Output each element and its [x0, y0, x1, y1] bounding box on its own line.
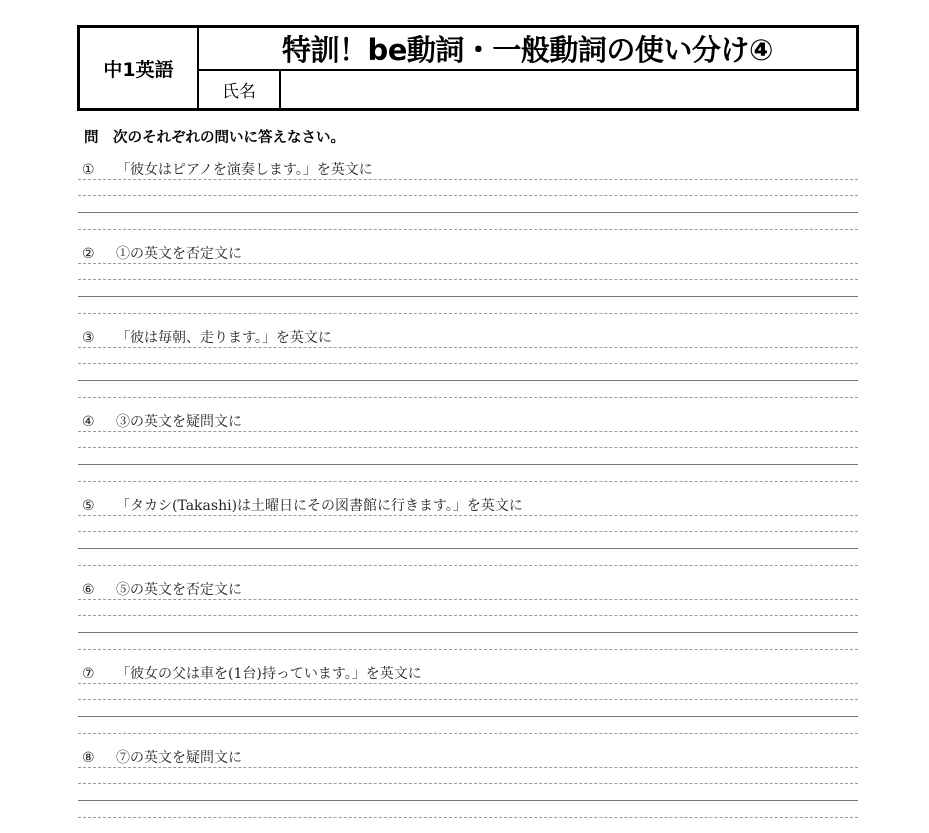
question-prompt: ③の英文を疑問文に	[116, 414, 242, 430]
question-prompt: 「彼女はピアノを演奏します。」を英文に	[116, 162, 373, 178]
question-prompt: ⑤の英文を否定文に	[116, 582, 242, 598]
answer-line-solid[interactable]	[78, 800, 858, 801]
answer-line-dashed[interactable]	[78, 733, 858, 734]
question-number: ⑤	[82, 498, 95, 514]
question-item	[78, 329, 858, 413]
answer-line-dashed[interactable]	[78, 599, 858, 600]
question-item	[78, 161, 858, 245]
question-number: ⑧	[82, 750, 95, 766]
question-text	[82, 581, 242, 599]
answer-line-dashed[interactable]	[78, 431, 858, 432]
question-item	[78, 497, 858, 581]
question-prompt: ①の英文を否定文に	[116, 246, 242, 262]
answer-line-solid[interactable]	[78, 716, 858, 717]
name-label: 氏名	[199, 71, 281, 108]
question-number: ①	[82, 162, 95, 178]
answer-line-dashed[interactable]	[78, 363, 858, 364]
question-item	[78, 665, 858, 749]
question-text	[82, 161, 373, 179]
question-text	[82, 665, 422, 683]
answer-line-dashed[interactable]	[78, 397, 858, 398]
answer-line-dashed[interactable]	[78, 615, 858, 616]
question-number: ⑥	[82, 582, 95, 598]
answer-line-solid[interactable]	[78, 464, 858, 465]
question-prompt: 「タカシ(Takashi)は土曜日にその図書館に行きます。」を英文に	[116, 498, 523, 514]
answer-line-dashed[interactable]	[78, 179, 858, 180]
answer-line-dashed[interactable]	[78, 531, 858, 532]
question-prompt: 「彼女の父は車を(1台)持っています。」を英文に	[116, 666, 422, 682]
question-item	[78, 245, 858, 329]
question-number: ⑦	[82, 666, 95, 682]
answer-line-dashed[interactable]	[78, 565, 858, 566]
answer-line-dashed[interactable]	[78, 649, 858, 650]
answer-line-dashed[interactable]	[78, 767, 858, 768]
question-text	[82, 413, 242, 431]
worksheet-title: 特訓！be動詞・一般動詞の使い分け④	[199, 28, 856, 71]
question-item	[78, 749, 858, 833]
question-number: ④	[82, 414, 95, 430]
answer-line-dashed[interactable]	[78, 263, 858, 264]
question-item	[78, 581, 858, 665]
question-text	[82, 749, 242, 767]
answer-line-solid[interactable]	[78, 632, 858, 633]
answer-line-solid[interactable]	[78, 296, 858, 297]
answer-line-dashed[interactable]	[78, 515, 858, 516]
answer-line-solid[interactable]	[78, 212, 858, 213]
question-prompt: 「彼は毎朝、走ります。」を英文に	[116, 330, 332, 346]
answer-line-dashed[interactable]	[78, 229, 858, 230]
answer-line-dashed[interactable]	[78, 699, 858, 700]
question-number: ②	[82, 246, 95, 262]
question-text	[82, 497, 523, 515]
answer-line-dashed[interactable]	[78, 683, 858, 684]
answer-line-dashed[interactable]	[78, 783, 858, 784]
answer-line-solid[interactable]	[78, 380, 858, 381]
answer-line-dashed[interactable]	[78, 447, 858, 448]
subject-label: 中1英語	[80, 28, 199, 108]
question-text	[82, 245, 242, 263]
answer-line-dashed[interactable]	[78, 481, 858, 482]
question-number: ③	[82, 330, 95, 346]
question-text	[82, 329, 332, 347]
question-prompt: ⑦の英文を疑問文に	[116, 750, 242, 766]
answer-line-dashed[interactable]	[78, 279, 858, 280]
answer-line-dashed[interactable]	[78, 195, 858, 196]
answer-line-dashed[interactable]	[78, 313, 858, 314]
answer-line-dashed[interactable]	[78, 347, 858, 348]
worksheet-header	[77, 25, 859, 111]
name-field[interactable]	[281, 71, 856, 108]
answer-line-solid[interactable]	[78, 548, 858, 549]
answer-line-dashed[interactable]	[78, 817, 858, 818]
question-item	[78, 413, 858, 497]
instruction-text: 問 次のそれぞれの問いに答えなさい。	[84, 130, 345, 146]
